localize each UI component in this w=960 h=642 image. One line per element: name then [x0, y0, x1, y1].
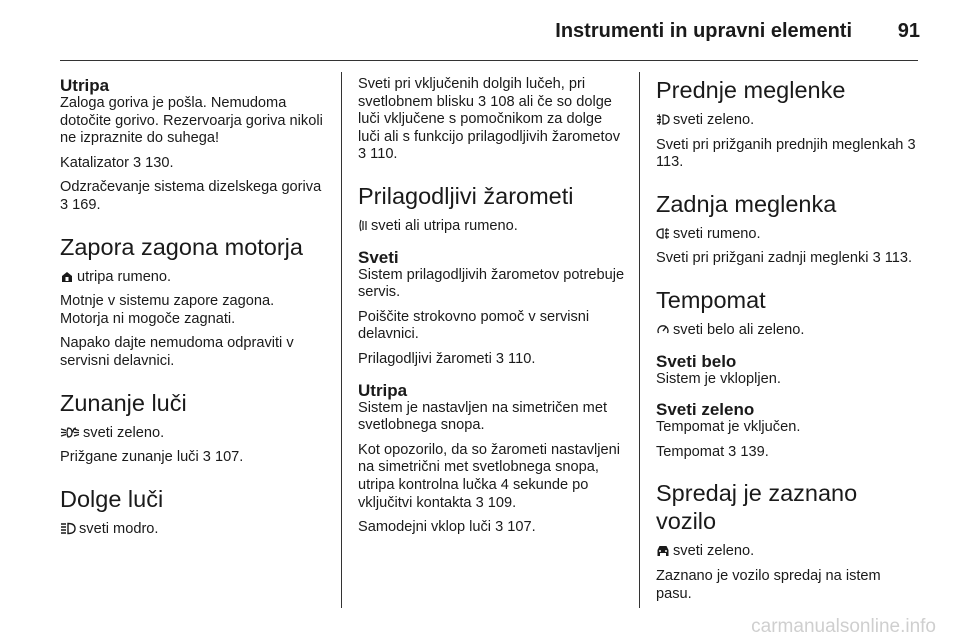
- icon-text: sveti zeleno.: [673, 112, 755, 128]
- icon-text: sveti belo ali zeleno.: [673, 321, 805, 338]
- paragraph: Sveti pri prižgani zadnji meglenki 3 113.: [656, 250, 913, 267]
- header-title: Instrumenti in upravni elementi: [555, 20, 852, 42]
- rear-fog-icon: [656, 227, 670, 240]
- icon-line: [60, 425, 324, 443]
- section-heading: Utripa: [358, 380, 408, 400]
- section-heading: Sveti zeleno: [656, 400, 755, 420]
- icon-line: [656, 112, 918, 130]
- icon-line: [60, 269, 324, 287]
- front-fog-icon: [656, 113, 670, 126]
- section-heading: Utripa: [60, 76, 110, 95]
- column-divider-1: [341, 72, 342, 608]
- column-1: [60, 76, 324, 545]
- section-title: Zadnja meglenka: [656, 190, 837, 217]
- icon-text: utripa rumeno.: [77, 268, 172, 285]
- paragraph: Prilagodljivi žarometi 3 110.: [358, 350, 536, 367]
- icon-line: [656, 322, 918, 340]
- paragraph: Prižgane zunanje luči 3 107.: [60, 449, 244, 466]
- paragraph: Zaznano je vozilo spredaj na istem pasu.: [656, 567, 881, 602]
- paragraph: Sistem je vklopljen.: [656, 370, 781, 387]
- icon-line: [358, 218, 626, 236]
- paragraph: Tempomat je vključen.: [656, 419, 801, 436]
- adaptive-headlight-icon: [358, 219, 368, 232]
- watermark: carmanualsonline.info: [751, 616, 936, 637]
- column-3: [656, 76, 918, 610]
- icon-line: [656, 543, 918, 561]
- section-heading: Sveti: [358, 247, 399, 267]
- paragraph: Sveti pri prižganih prednjih meglenkah 3 113.: [656, 136, 916, 171]
- icon-text: sveti zeleno.: [83, 424, 165, 441]
- paragraph: Katalizator 3 130.: [60, 154, 174, 171]
- section-heading: Sveti belo: [656, 351, 737, 371]
- paragraph: Poiščite strokovno pomoč v servisni delavnici.: [358, 308, 590, 343]
- paragraph: Tempomat 3 139.: [656, 443, 769, 460]
- paragraph: Sistem je nastavljen na simetričen met svetlobnega snopa.: [358, 399, 608, 434]
- icon-text: sveti rumeno.: [673, 225, 761, 242]
- section-title: Spredaj je zaznano vozilo: [656, 480, 858, 535]
- icon-text: sveti zeleno.: [673, 543, 755, 560]
- paragraph: Napako dajte nemudoma odpraviti v servisni delavnici.: [60, 335, 294, 369]
- paragraph: Zaloga goriva je pošla. Nemudoma dotočite gorivo. Rezervoarja goriva nikoli ne izpraznite do suhega!: [60, 95, 323, 147]
- section-title: Prilagodljivi žarometi: [358, 182, 574, 209]
- icon-line: [60, 521, 324, 539]
- section-title: Prednje meglenke: [656, 77, 846, 103]
- immobiliser-icon: [60, 270, 74, 283]
- section-title: Zapora zagona motorja: [60, 233, 303, 260]
- column-divider-2: [639, 72, 640, 608]
- header-rule: [60, 60, 918, 61]
- side-lights-icon: [60, 426, 80, 439]
- paragraph: Sistem prilagodljivih žarometov potrebuje servis.: [358, 266, 625, 301]
- icon-line: [656, 226, 918, 244]
- icon-text: sveti ali utripa rumeno.: [371, 217, 518, 234]
- section-title: Dolge luči: [60, 485, 164, 512]
- paragraph: Odzračevanje sistema dizelskega goriva 3 169.: [60, 179, 322, 213]
- paragraph: Samodejni vklop luči 3 107.: [358, 519, 536, 536]
- section-title: Tempomat: [656, 286, 766, 313]
- paragraph: Motnje v sistemu zapore zagona. Motorja ni mogoče zagnati.: [60, 293, 275, 327]
- page-number: 91: [897, 20, 920, 42]
- paragraph: Kot opozorilo, da so žarometi nastavljeni na simetrični met svetlobnega snopa, utripa kontrolna lučka 4 sekunde po vključitvi kontakta 3 109.: [358, 441, 621, 511]
- vehicle-ahead-icon: [656, 544, 670, 557]
- column-2: [358, 76, 626, 544]
- high-beam-icon: [60, 522, 76, 535]
- icon-text: sveti modro.: [79, 520, 159, 537]
- section-title: Zunanje luči: [60, 389, 187, 416]
- cruise-control-icon: [656, 323, 670, 336]
- paragraph: Sveti pri vključenih dolgih lučeh, pri svetlobnem blisku 3 108 ali če so dolge luči vključene s pomočnikom za dolge luči ali s funkcijo prilagodljivih žarometov 3 110.: [358, 76, 620, 163]
